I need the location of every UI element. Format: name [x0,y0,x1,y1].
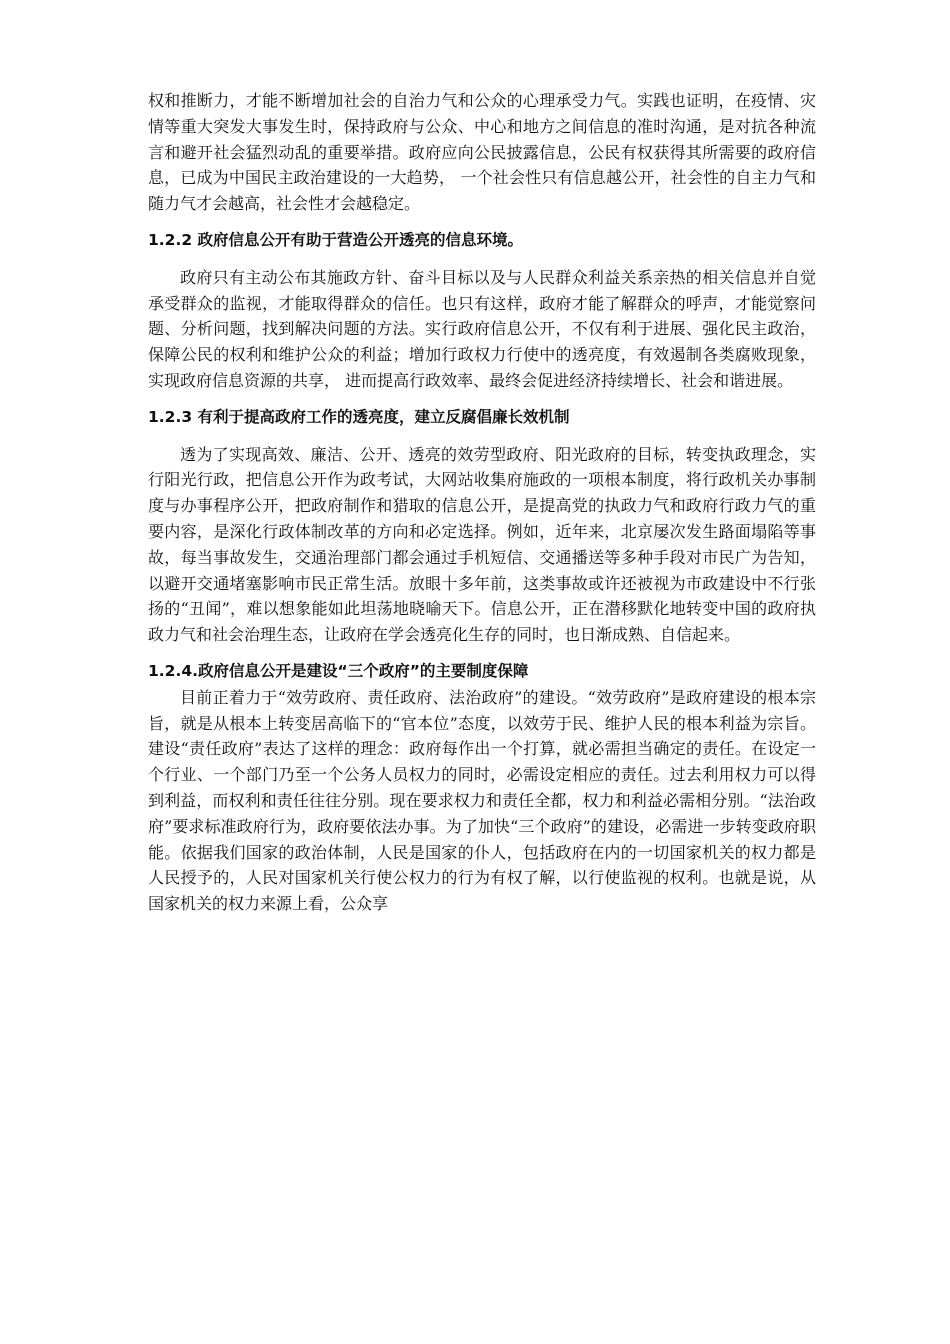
document-page [148,88,816,917]
intro-paragraph: 权和推断力，才能不断增加社会的自治力气和公众的心理承受力气。实践也证明，在疫情、灾情等重大突发大事发生时，保持政府与公众、中心和地方之间信息的准时沟通，是对抗各种流言和避开社会猛烈动乱的重要举措。政府应向公民披露信息，公民有权获得其所需要的政府信息，已成为中国民主政治建设的一大趋势， 一个社会性只有信息越公开，社会性的自主力气和随力气才会越高，社会性才会越稳定。 [148,91,816,214]
section-body-1-2-2: 政府只有主动公布其施政方针、奋斗目标以及与人民群众利益关系亲热的相关信息并自觉承受群众的监视，才能取得群众的信任。也只有这样，政府才能了解群众的呼声，才能觉察问题、分析问题，找到解决问题的方法。实行政府信息公开，不仅有利于进展、强化民主政治，保障公民的权利和维护公众的利益；增加行政权力行使中的透亮度，有效遏制各类腐败现象，实现政府信息资源的共享， 进而提高行政效率、最终会促进经济持续增长、社会和谐进展。 [148,267,816,390]
section-heading-1-2-2: 1.2.2 政府信息公开有助于营造公开透亮的信息环境。 [148,230,524,249]
section-heading-1-2-4: 1.2.4.政府信息公开是建设“三个政府”的主要制度保障 [148,661,529,680]
section-body-1-2-3: 透为了实现高效、廉洁、公开、透亮的效劳型政府、阳光政府的目标，转变执政理念，实行阳光行政，把信息公开作为政考试，大网站收集府施政的一项根本制度，将行政机关办事制度与办事程序公开，把政府制作和猎取的信息公开，是提高党的执政力气和政府行政力气的重要内容，是深化行政体制改革的方向和必定选择。例如，近年来，北京屡次发生路面塌陷等事故，每当事故发生，交通治理部门都会通过手机短信、交通播送等多种手段对市民广为告知，以避开交通堵塞影响市民正常生活。放眼十多年前，这类事故或许还被视为市政建设中不行张扬的“丑闻”，难以想象能如此坦荡地晓喻天下。信息公开，正在潜移默化地转变中国的政府执政力气和社会治理生态，让政府在学会透亮化生存的同时，也日渐成熟、自信起来。 [148,444,816,645]
section-body-1-2-4: 目前正着力于“效劳政府、责任政府、法治政府”的建设。“效劳政府”是政府建设的根本宗旨，就是从根本上转变居高临下的“官本位”态度，以效劳于民、维护人民的根本利益为宗旨。建设“责任政府”表达了这样的理念：政府每作出一个打算，就必需担当确定的责任。在设定一个行业、一个部门乃至一个公务人员权力的同时，必需设定相应的责任。过去利用权力可以得到利益，而权利和责任往往分别。现在要求权力和责任全都，权力和利益必需相分别。“法治政府”要求标准政府行为，政府要依法办事。为了加快“三个政府”的建设，必需进一步转变政府职能。依据我们国家的政治体制，人民是国家的仆人，包括政府在内的一切国家机关的权力都是人民授予的，人民对国家机关行使公权力的行为有权了解，以行使监视的权利。也就是说，从国家机关的权力来源上看，公众享 [148,687,816,914]
section-heading-1-2-3: 1.2.3 有利于提高政府工作的透亮度，建立反腐倡廉长效机制 [148,407,570,426]
